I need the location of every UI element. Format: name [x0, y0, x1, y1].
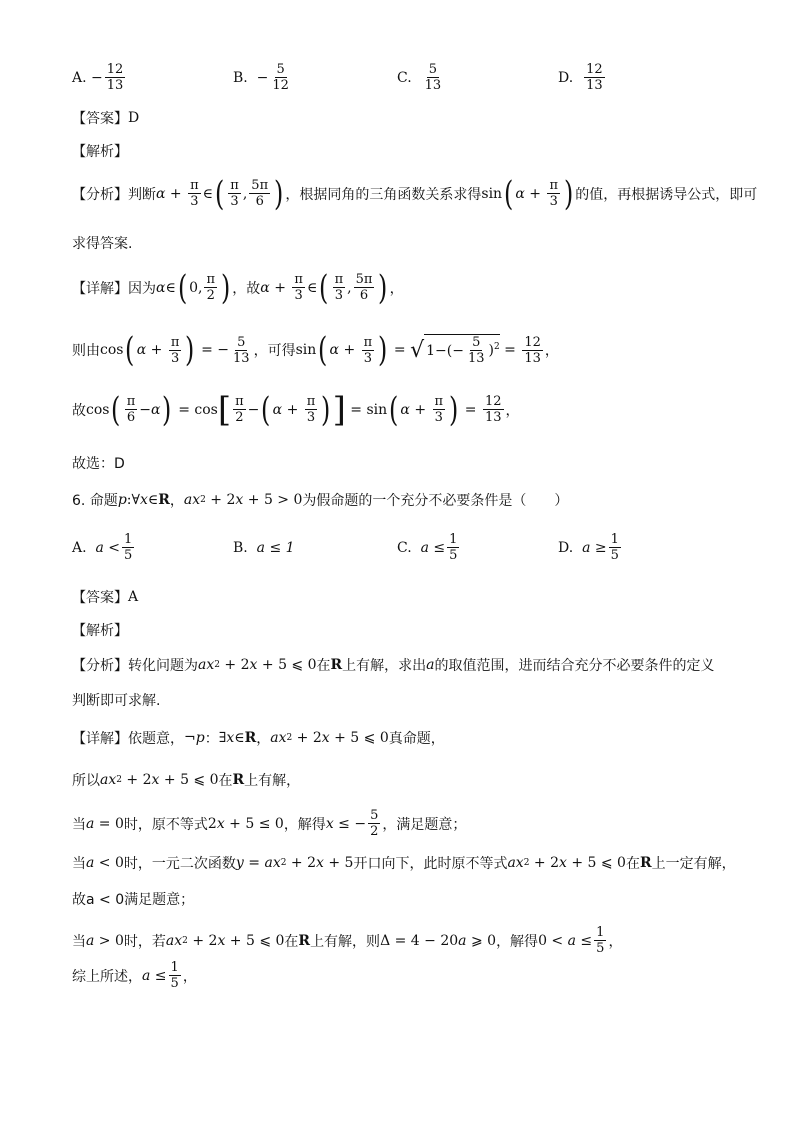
q6-detail-line4: 当 a < 0 时，一元二次函数 y = ax 2 + 2 x + 5 开口向下，此时原不等式 ax 2 + 2 x + 5 ⩽ 0 在 R 上一定有解， — [72, 855, 736, 872]
q5-option-d: D. $\frac{12}{13}$ — [558, 62, 603, 93]
q5-detail-line3: 故 cos ( $\frac{\pi}{6}$ − α ) = cos [ $\frac{\pi}{2}$ − ( α + $\frac{\pi}{3}$ ) ] = sin ( α + $\frac{\pi}{3}$ ) = $\frac{12}{13}$ ， — [72, 389, 520, 430]
q5-detail-line2: 则由 cos ( α + $\frac{\pi}{3}$ ) = − $\frac{5}{13}$ ，可得 sin ( α + $\frac{\pi}{3}$ ) = √ 1−(− $\frac{5}{13}$ )$^2$ = $\frac{12}{13}$ ， — [72, 330, 559, 370]
q5-option-b: B. − $\frac{5}{12}$ — [233, 62, 289, 93]
q5-detail-line1: 【详解】 因为 α ∈ ( 0, $\frac{\pi}{2}$ ) ，故 α + $\frac{\pi}{3}$ ∈ ( $\frac{\pi}{3}$ , $\frac{5\pi}{6}$ ) ， — [72, 267, 404, 308]
q6-detail-line7: 综上所述， a ≤ $\frac{1}{5}$ ， — [72, 960, 197, 991]
q6-detail-line6: 当 a > 0 时，若 ax 2 + 2 x + 5 ⩽ 0 在 R 上有解，则 Δ = 4 − 20 a ⩾ 0 ，解得 0 < a ≤ $\frac{1}{5}$ ， — [72, 925, 623, 956]
q6-answer: 【答案】 A — [72, 589, 139, 606]
q6-detail-line1: 【详解】 依题意， ¬ p ： ∃ x ∈ R ， ax 2 + 2 x + 5 ⩽ 0 真命题， — [72, 730, 445, 747]
q6-option-d: D. a ≥ $\frac{1}{5}$ — [558, 532, 619, 563]
q6-fenxi-line2: 判断即可求解. — [72, 693, 161, 709]
q5-option-c: C. $\frac{5}{13}$ — [397, 62, 442, 93]
q6-option-a: A. a < $\frac{1}{5}$ — [72, 532, 133, 563]
q5-analysis-heading: 【解析】 — [72, 144, 128, 160]
q6-detail-line3: 当 a = 0 时，原不等式 2 x + 5 ≤ 0 ，解得 x ≤ − $\frac{5}{2}$ ，满足题意； — [72, 808, 467, 839]
q6-analysis-heading: 【解析】 — [72, 623, 128, 639]
q5-answer: 【答案】 D — [72, 110, 140, 127]
q6-option-b: B. a ≤ 1 — [233, 540, 295, 556]
q6-fenxi-line1: 【分析】 转化问题为 ax 2 + 2 x + 5 ⩽ 0 在 R 上有解，求出 a 的取值范围，进而结合充分不必要条件的定义 — [72, 657, 715, 674]
q6-stem: 6. 命题 p :∀ x ∈ R ， ax 2 + 2 x + 5 > 0 为假命题的一个充分不必要条件是（ ） — [72, 492, 569, 509]
q5-option-a: A. − $\frac{12}{13}$ — [72, 62, 124, 93]
q6-detail-line2: 所以 ax 2 + 2 x + 5 ⩽ 0 在 R 上有解， — [72, 772, 301, 789]
q6-option-c: C. a ≤ $\frac{1}{5}$ — [397, 532, 458, 563]
q5-fenxi-line1: 【分析】 判断 α + $\frac{\pi}{3}$ ∈ ( $\frac{\pi}{3}$ , $\frac{5\pi}{6}$ ) ，根据同角的三角函数关系求得 sin ( α + $\frac{\pi}{3}$ ) 的值，再根据诱导公式，即可 — [72, 173, 758, 214]
q6-detail-line5: 故a < 0满足题意； — [72, 892, 195, 908]
q5-fenxi-line2: 求得答案. — [72, 236, 133, 252]
q5-choose: 故选：D — [72, 456, 125, 472]
